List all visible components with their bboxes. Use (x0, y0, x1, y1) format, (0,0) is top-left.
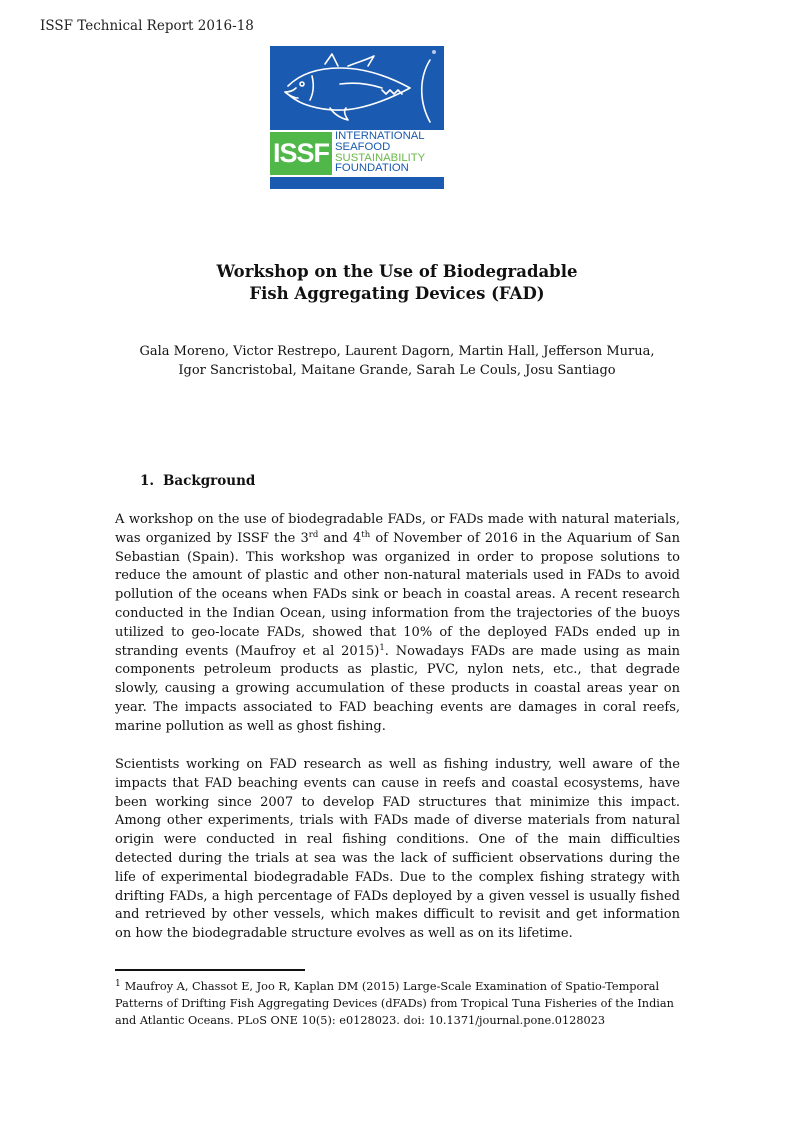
issf-logo (270, 46, 444, 189)
author-list (0, 343, 794, 380)
logo-name-line: INTERNATIONAL (335, 130, 425, 142)
footnote-separator (115, 969, 305, 971)
paragraph-text: . Nowadays FADs are made using as main components petroleum products as plastic, PVC, nylon nets, etc., that degrade slowly, causing a growing accumulation of these products in coastal areas year on year. The impacts associated to FAD beaching events are damages in coral reefs, marine pollution as well as ghost fishing. (115, 643, 680, 734)
paragraph-text: A workshop on the use of biodegradable FADs, or FADs made with natural materials, was organized by ISSF the 3 (115, 512, 680, 546)
report-header: ISSF Technical Report 2016-18 (40, 18, 254, 34)
footnote (115, 978, 680, 1029)
paragraph (115, 511, 680, 737)
authors-line: Gala Moreno, Victor Restrepo, Laurent Dagorn, Martin Hall, Jefferson Murua, (139, 344, 655, 359)
title-line: Workshop on the Use of Biodegradable (216, 262, 578, 281)
logo-name-line: SEAFOOD (335, 140, 391, 153)
logo-name (335, 131, 425, 174)
section-number: 1. (140, 473, 155, 489)
authors-line: Igor Sancristobal, Maitane Grande, Sarah Le Couls, Josu Santiago (178, 362, 616, 378)
document-title (0, 261, 794, 305)
logo-bottom-bar (270, 177, 444, 189)
footnote-text: Maufroy A, Chassot E, Joo R, Kaplan DM (2015) Large-Scale Examination of Spatio-Temporal Patterns of Drifting Fish Aggregating Devices (dFADs) from Tropical Tuna Fisheries of the Indian and Atlantic Oceans. PLoS ONE 10(5): e0128023. doi: 10.1371/journal.pone.0128023 (115, 980, 674, 1027)
paragraph: Scientists working on FAD research as well as fishing industry, well aware of the impacts that FAD beaching events can cause in reefs and coastal ecosystems, have been working since 2007 to develop FAD structures that minimize this impact. Among other experiments, trials with FADs made of diverse materials from natural origin were conducted in real fishing conditions. One of the main difficulties detected during the trials at sea was the lack of sufficient observations during the life of experimental biodegradable FADs. Due to the complex fishing strategy with drifting FADs, a high percentage of FADs deployed by a given vessel is usually fished and retrieved by other vessels, which makes difficult to revisit and get information on how the biodegradable structure evolves as well as on its lifetime. (115, 757, 680, 942)
section-title: Background (163, 473, 256, 489)
registered-mark-icon (432, 50, 436, 54)
section-heading (140, 473, 255, 489)
title-line: Fish Aggregating Devices (FAD) (249, 284, 545, 303)
paragraph-text: of November of 2016 in the Aquarium of San Sebastian (Spain). This workshop was organized in order to propose solutions to reduce the amount of plastic and other non-natural materials used in FADs to avoid pollution of the oceans when FADs sink or beach in coastal areas. A recent research conducted in the Indian Ocean, using information from the trajectories of the buoys utilized to geo-locate FADs, showed that 10% of the deployed FADs ended up in stranding events (Maufroy et al 2015) (115, 530, 681, 659)
logo-name-line: FOUNDATION (335, 162, 409, 175)
tuna-fish-icon (270, 46, 444, 130)
ordinal-superscript: rd (308, 529, 319, 540)
footnote-mark: 1 (115, 979, 121, 989)
logo-acronym: ISSF (270, 132, 332, 175)
paragraph-text: and 4 (318, 530, 362, 546)
footnote-reference[interactable]: 1 (379, 642, 385, 653)
logo-name-line: SUSTAINABILITY (335, 151, 426, 164)
ordinal-superscript: th (361, 529, 371, 540)
logo-fish-panel (270, 46, 444, 130)
